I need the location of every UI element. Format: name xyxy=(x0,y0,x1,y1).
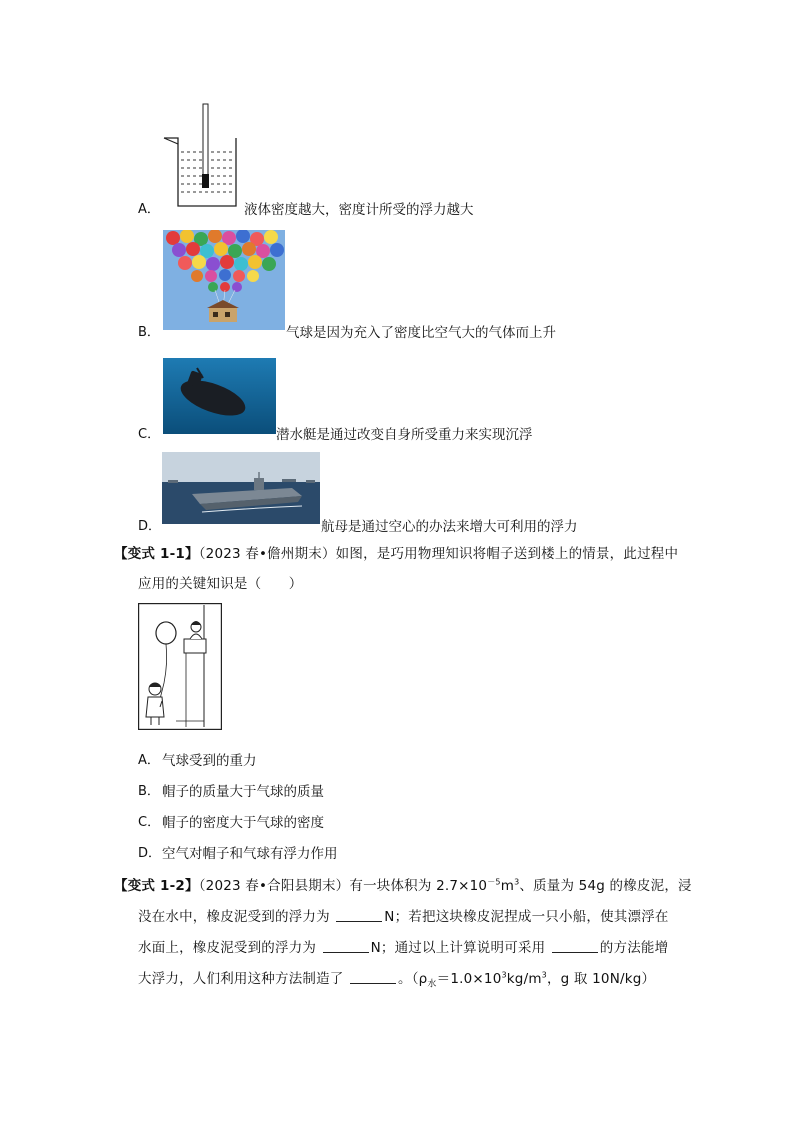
variant-1-1-stem-1: 如图，是巧用物理知识将帽子送到楼上的情景，此过程中 xyxy=(335,546,679,562)
balloon-house-image xyxy=(163,230,285,330)
variant-1-1-option-d-text: 空气对帽子和气球有浮力作用 xyxy=(162,846,338,862)
variant-1-2-text-2b: N；若把这块橡皮泥捏成一只小船，使其漂浮在 xyxy=(384,909,669,925)
variant-1-1-line1 xyxy=(114,542,678,562)
variant-1-2-text-4b: 。（ρ xyxy=(398,971,428,987)
blank-1[interactable] xyxy=(336,909,382,922)
option-b-label: B． xyxy=(138,325,160,340)
variant-1-2-text-3b: N；通过以上计算说明可采用 xyxy=(370,940,550,956)
hat-balloon-figure xyxy=(138,603,222,730)
variant-1-2-text-4d: kg/m xyxy=(506,971,542,987)
option-b-text: 气球是因为充入了密度比空气大的气体而上升 xyxy=(286,325,556,341)
variant-1-1-source: （2023 春•儋州期末） xyxy=(198,546,336,562)
variant-1-2-exp-2: 3 xyxy=(514,877,520,887)
variant-1-2-line4 xyxy=(138,967,655,990)
variant-1-2-text-1b: m xyxy=(500,878,515,894)
variant-1-2-exp-3: 3 xyxy=(501,970,507,980)
variant-1-2-text-3c: 的方法能增 xyxy=(599,940,669,956)
variant-1-2-source: （2023 春•合阳县期末） xyxy=(198,878,350,894)
variant-1-2-line1 xyxy=(114,874,692,894)
variant-1-2-text-1c: 、质量为 54g 的橡皮泥，浸 xyxy=(519,878,692,894)
variant-1-1-option-a-label: A． xyxy=(138,753,160,768)
variant-1-2-text-4c: ＝1.0×10 xyxy=(436,971,502,987)
variant-1-2-text-2a: 没在水中，橡皮泥受到的浮力为 xyxy=(138,909,335,925)
blank-2[interactable] xyxy=(323,940,369,953)
option-d-label: D． xyxy=(138,519,162,534)
variant-1-2-exp-4: 3 xyxy=(541,970,547,980)
variant-1-1-tag: 【变式 1-1】 xyxy=(114,546,199,562)
variant-1-1-option-d-label: D． xyxy=(138,846,162,861)
option-c-label: C． xyxy=(138,427,161,442)
variant-1-2-line3 xyxy=(138,936,668,956)
variant-1-2-line2 xyxy=(138,905,669,925)
submarine-image xyxy=(163,358,276,434)
variant-1-2-sub-water: 水 xyxy=(427,979,437,990)
variant-1-2-text-4e: ，g 取 10N/kg） xyxy=(546,971,656,987)
beaker-hydrometer-icon xyxy=(160,102,242,210)
blank-3[interactable] xyxy=(552,940,598,953)
variant-1-2-tag: 【变式 1-2】 xyxy=(114,878,199,894)
variant-1-2-exp-1: －5 xyxy=(487,877,501,887)
variant-1-1-option-c-text: 帽子的密度大于气球的密度 xyxy=(162,815,324,831)
option-c-text: 潜水艇是通过改变自身所受重力来实现沉浮 xyxy=(276,427,533,443)
variant-1-2-text-1a: 有一块体积为 2.7×10 xyxy=(349,878,488,894)
option-a-label: A． xyxy=(138,202,160,217)
variant-1-2-text-4a: 大浮力，人们利用这种方法制造了 xyxy=(138,971,348,987)
option-a-text: 液体密度越大，密度计所受的浮力越大 xyxy=(244,202,474,218)
variant-1-1-stem-2: 应用的关键知识是（ ） xyxy=(138,576,303,592)
blank-4[interactable] xyxy=(350,971,396,984)
option-d-text: 航母是通过空心的办法来增大可利用的浮力 xyxy=(321,519,578,535)
variant-1-1-option-c-label: C． xyxy=(138,815,161,830)
variant-1-2-text-3a: 水面上，橡皮泥受到的浮力为 xyxy=(138,940,321,956)
variant-1-1-option-b-text: 帽子的质量大于气球的质量 xyxy=(162,784,324,800)
variant-1-1-option-a-text: 气球受到的重力 xyxy=(162,753,257,769)
variant-1-1-option-b-label: B． xyxy=(138,784,160,799)
aircraft-carrier-image xyxy=(162,452,320,524)
